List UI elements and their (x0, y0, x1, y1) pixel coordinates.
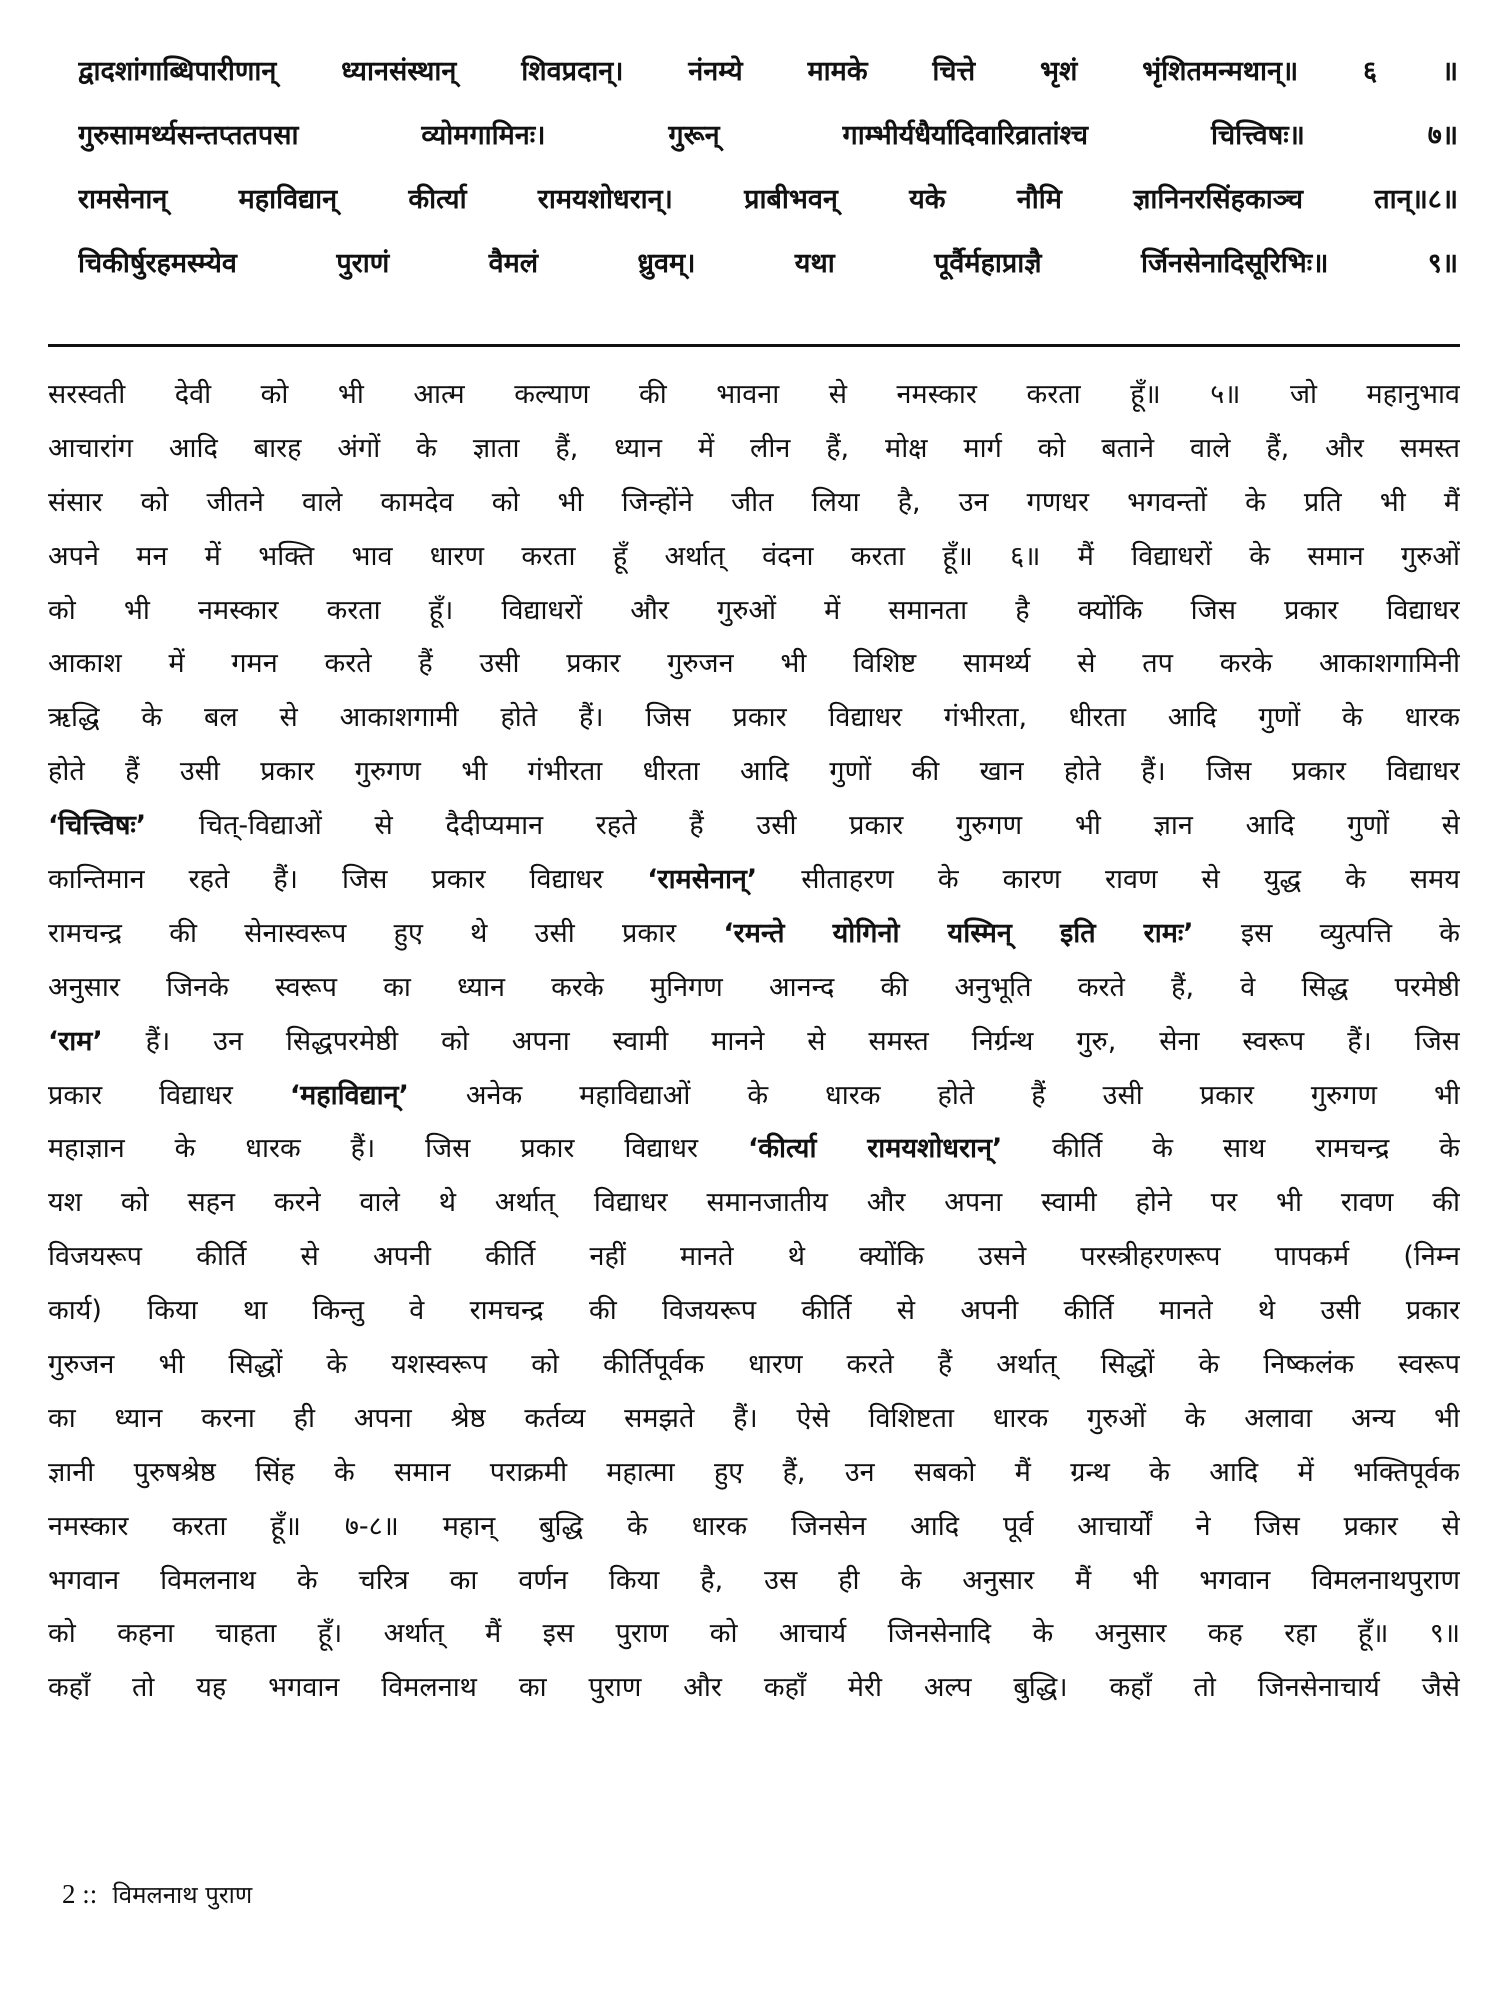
commentary-line: अपने मन में भक्ति भाव धारण करता हूँ अर्थात् वंदना करता हूँ॥ ६॥ मैं विद्याधरों के समान गुरुओं (48, 540, 1460, 572)
bold-term: ‘राम’ (48, 1025, 103, 1057)
commentary-line: आकाश में गमन करते हैं उसी प्रकार गुरुजन भी विशिष्ट सामर्थ्य से तप करके आकाशगामिनी (48, 648, 1460, 680)
commentary-line: गुरुजन भी सिद्धों के यशस्वरूप को कीर्तिपूर्वक धारण करते हैं अर्थात् सिद्धों के निष्कलंक स्वरूप (48, 1349, 1460, 1381)
commentary-text: कान्तिमान रहते हैं। जिस प्रकार विद्याधर (48, 864, 648, 896)
commentary-text: हैं। उन सिद्धपरमेष्ठी को अपना स्वामी मानने से समस्त निर्ग्रन्थ गुरु, सेना स्वरूप हैं। जिस (102, 1025, 1460, 1057)
verse-line: द्वादशांगाब्धिपारीणान् ध्यानसंस्थान् शिवप्रदान्। नंनम्ये मामके चित्ते भृशं भृंशितमन्मथान्॥ ६ ॥ (78, 56, 1458, 87)
commentary-line (48, 907, 1460, 961)
commentary-text: रामचन्द्र की सेनास्वरूप हुए थे उसी प्रकार (48, 917, 724, 949)
commentary-line: को कहना चाहता हूँ। अर्थात् मैं इस पुराण को आचार्य जिनसेनादि के अनुसार कह रहा हूँ॥ ९॥ (48, 1618, 1460, 1650)
bold-term: ‘चित्त्विषः’ (48, 810, 147, 842)
bold-term: ‘कीर्त्या रामयशोधरान्’ (747, 1133, 1003, 1165)
commentary-line (48, 853, 1460, 907)
horizontal-divider (48, 344, 1460, 347)
book-title: विमलनाथ पुराण (112, 1881, 253, 1909)
commentary-line: कार्य) किया था किन्तु वे रामचन्द्र की विजयरूप कीर्ति से अपनी कीर्ति मानते थे उसी प्रकार (48, 1295, 1460, 1327)
commentary-line: संसार को जीतने वाले कामदेव को भी जिन्होंने जीत लिया है, उन गणधर भगवन्तों के प्रति भी मैं (48, 486, 1460, 518)
commentary-text: चित्-विद्याओं से दैदीप्यमान रहते हैं उसी प्रकार गुरुगण भी ज्ञान आदि गुणों से (146, 810, 1460, 842)
commentary-line: होते हैं उसी प्रकार गुरुगण भी गंभीरता धीरता आदि गुणों की खान होते हैं। जिस प्रकार विद्याधर (48, 756, 1460, 788)
commentary-line: भगवान विमलनाथ के चरित्र का वर्णन किया है, उस ही के अनुसार मैं भी भगवान विमलनाथपुराण (48, 1564, 1460, 1596)
commentary-line: यश को सहन करने वाले थे अर्थात् विद्याधर समानजातीय और अपना स्वामी होने पर भी रावण की (48, 1187, 1460, 1219)
commentary-line (48, 799, 1460, 853)
commentary-line: आचारांग आदि बारह अंगों के ज्ञाता हैं, ध्यान में लीन हैं, मोक्ष मार्ग को बताने वाले हैं, और समस्त (48, 432, 1460, 464)
commentary-line: विजयरूप कीर्ति से अपनी कीर्ति नहीं मानते थे क्योंकि उसने परस्त्रीहरणरूप पापकर्म (निम्न (48, 1241, 1460, 1273)
sanskrit-verses (78, 40, 1458, 296)
commentary-text: सीताहरण के कारण रावण से युद्ध के समय (757, 864, 1460, 896)
commentary-text: प्रकार विद्याधर (48, 1079, 290, 1111)
commentary-text: महाज्ञान के धारक हैं। जिस प्रकार विद्याधर (48, 1133, 748, 1165)
hindi-commentary (48, 368, 1460, 1715)
bold-term: ‘रामसेनान्’ (647, 864, 758, 896)
commentary-line: सरस्वती देवी को भी आत्म कल्याण की भावना से नमस्कार करता हूँ॥ ५॥ जो महानुभाव (48, 379, 1460, 410)
bold-term: ‘रमन्ते योगिनो यस्मिन् इति रामः’ (723, 917, 1194, 949)
commentary-text: इस व्युत्पत्ति के (1193, 917, 1460, 949)
commentary-line: नमस्कार करता हूँ॥ ७-८॥ महान् बुद्धि के धारक जिनसेन आदि पूर्व आचार्यों ने जिस प्रकार से (48, 1510, 1460, 1542)
commentary-line: ऋद्धि के बल से आकाशगामी होते हैं। जिस प्रकार विद्याधर गंभीरता, धीरता आदि गुणों के धारक (48, 702, 1460, 734)
commentary-line: ज्ञानी पुरुषश्रेष्ठ सिंह के समान पराक्रमी महात्मा हुए हैं, उन सबको मैं ग्रन्थ के आदि में भक्तिपूर्वक (48, 1456, 1460, 1488)
commentary-line (48, 1015, 1460, 1069)
page-number: 2 :: (62, 1879, 98, 1909)
commentary-line (48, 1122, 1460, 1176)
commentary-text: कीर्ति के साथ रामचन्द्र के (1002, 1133, 1460, 1165)
verse-line: रामसेनान् महाविद्यान् कीर्त्या रामयशोधरान्। प्राबीभवन् यके नौमि ज्ञानिनरसिंहकाञ्च तान्॥८॥ (78, 184, 1458, 215)
commentary-line (48, 1069, 1460, 1123)
commentary-line: को भी नमस्कार करता हूँ। विद्याधरों और गुरुओं में समानता है क्योंकि जिस प्रकार विद्याधर (48, 594, 1460, 626)
verse-line: चिकीर्षुरहमस्म्येव पुराणं वैमलं ध्रुवम्। यथा पूर्वैर्महाप्राज्ञै र्जिनसेनादिसूरिभिः॥ ९॥ (78, 248, 1458, 279)
page-footer (62, 1878, 252, 1911)
commentary-line: अनुसार जिनके स्वरूप का ध्यान करके मुनिगण आनन्द की अनुभूति करते हैं, वे सिद्ध परमेष्ठी (48, 971, 1460, 1003)
commentary-line: कहाँ तो यह भगवान विमलनाथ का पुराण और कहाँ मेरी अल्प बुद्धि। कहाँ तो जिनसेनाचार्य जैसे (48, 1672, 1460, 1704)
commentary-text: अनेक महाविद्याओं के धारक होते हैं उसी प्रकार गुरुगण भी (408, 1079, 1460, 1111)
verse-line: गुरुसामर्थ्यसन्तप्ततपसा व्योमगामिनः। गुरून् गाम्भीर्यधैर्यादिवारिव्रातांश्च चित्त्विषः॥ ७॥ (78, 120, 1458, 151)
bold-term: ‘महाविद्यान्’ (289, 1079, 409, 1111)
commentary-line: का ध्यान करना ही अपना श्रेष्ठ कर्तव्य समझते हैं। ऐसे विशिष्टता धारक गुरुओं के अलावा अन्य भी (48, 1402, 1460, 1434)
